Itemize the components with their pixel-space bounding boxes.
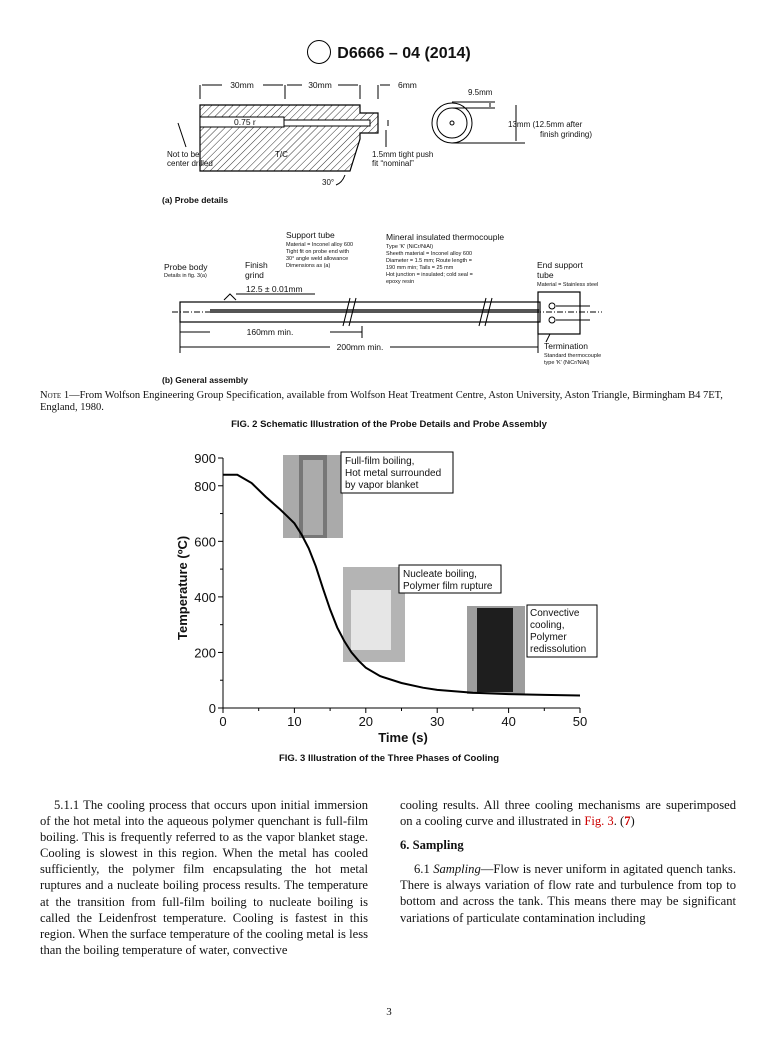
general-assembly-caption: (b) General assembly — [162, 375, 248, 385]
radius-label: 0.75 r — [234, 117, 256, 127]
x-tick-label: 10 — [287, 714, 302, 729]
annotation-convective-4: redissolution — [530, 644, 587, 655]
finish-label-1: Finish — [245, 260, 268, 270]
support-tube-line-4: Dimensions as (a) — [286, 263, 331, 269]
fig3-caption: FIG. 3 Illustration of the Three Phases of Cooling — [278, 753, 500, 764]
mineral-thermocouple-title: Mineral insulated thermocouple — [386, 232, 505, 242]
page-number: 3 — [386, 1006, 392, 1018]
push-fit-label-1: 1.5mm tight push — [372, 150, 434, 159]
y-tick-label: 800 — [194, 478, 216, 494]
section-6-heading: 6. Sampling — [400, 838, 464, 853]
y-tick-label: 200 — [194, 645, 216, 661]
paragraph-6-1-title: Sampling — [433, 862, 481, 877]
x-tick-label: 0 — [219, 714, 227, 729]
annotation-full-film-1: Full-film boiling, — [345, 456, 415, 467]
note-label: Note 1 — [40, 390, 70, 401]
probe-body-label: Probe body — [164, 262, 208, 272]
probe-body-details: Details in fig. 3(a) — [164, 273, 207, 279]
mineral-line-3: Diameter = 1.5 mm; Route length = — [386, 258, 472, 264]
paragraph-5-1-1: 5.1.1 The cooling process that occurs upon initial immersion of the hot metal into the aqueous polymer quenchant is full-film boiling. This is frequently referred to as the vapor blanket stage. Cooling is slowest in this region. When the metal has cooled sufficiently, the polymer film encapsulating the hot metal ruptures and a nucleate boiling process results. The temperature at the transition from full-film boiling to nucleate boiling is called the Leidenfrost temperature. Cooling is fastest in this region. When the surface temperature of the cooling metal is less than the boiling temperature of water, convective — [40, 798, 368, 957]
annotation-convective-2: cooling, — [530, 620, 565, 631]
document-header — [0, 42, 778, 66]
annotation-nucleate-2: Polymer film rupture — [403, 581, 493, 592]
not-center-label-1: Not to be — [167, 150, 200, 159]
annotation-full-film-3: by vapor blanket — [345, 480, 419, 491]
y-tick-label: 600 — [194, 534, 216, 550]
photo-full-film — [283, 455, 343, 538]
dim-6mm: 6mm — [398, 80, 417, 90]
angle-label: 30° — [322, 178, 335, 187]
mineral-line-2: Sheeth material = Inconel alloy 600 — [386, 251, 473, 257]
support-tube-title: Support tube — [286, 230, 335, 240]
probe-details-caption: (a) Probe details — [162, 195, 229, 205]
y-tick-label: 0 — [208, 701, 216, 716]
y-tick-label: 400 — [194, 589, 216, 605]
not-center-label-2: center drilled — [167, 159, 213, 168]
dim-13mm-2: finish grinding) — [540, 130, 593, 139]
dim-12-5mm: 12.5 ± 0.01mm — [246, 284, 303, 294]
end-support-label-2: tube — [537, 270, 554, 280]
paragraph-5-1-1-continued — [400, 797, 736, 829]
astm-logo-icon — [307, 40, 331, 64]
paragraph-6-1 — [400, 861, 736, 925]
annotation-convective-1: Convective — [530, 608, 580, 619]
mineral-line-1: Type 'K' (NiCr/NiAl) — [386, 244, 434, 250]
support-tube-line-2: Tight fit on probe end with — [286, 249, 350, 255]
ref-close: ) — [630, 814, 635, 829]
paragraph-5-1-1-tail: cooling results. All three cooling mechanisms are superimposed on a cooling curve and illustrated in — [400, 798, 736, 829]
general-assembly-diagram — [150, 228, 630, 388]
termination-line-1: Standard thermocouple — [544, 353, 602, 359]
dim-30mm-right: 30mm — [308, 80, 332, 90]
mineral-line-5: Hot junction = insulated; cold seal = — [386, 272, 473, 278]
support-tube-line-1: Material = Inconel alloy 600 — [286, 242, 354, 248]
dim-30mm-left: 30mm — [230, 80, 254, 90]
cooling-phases-chart — [165, 440, 625, 752]
paragraph-6-1-number: 6.1 — [414, 862, 430, 877]
dim-9-5mm: 9.5mm — [468, 88, 493, 97]
chart-x-axis-label: Time (s) — [378, 730, 428, 745]
support-tube-line-3: 30° angle weld allowance — [286, 256, 349, 262]
tc-label: T/C — [275, 150, 288, 159]
left-column — [40, 797, 368, 958]
annotation-full-film-2: Hot metal surrounded — [345, 468, 442, 479]
end-support-material: Material = Stainless steel — [537, 282, 599, 288]
push-fit-label-2: fit “nominal” — [372, 159, 414, 168]
termination-line-2: type 'K' (NiCr/NiAl) — [544, 360, 590, 366]
paragraph-6-1-text: —Flow is never uniform in agitated quench tanks. There is always variation of flow rate and turbulence from top to bottom and across the tank. This means there may be significant variations of particulate contamination including — [400, 862, 736, 925]
right-column — [400, 797, 736, 926]
probe-details-diagram — [150, 75, 630, 210]
photo-nucleate — [343, 567, 405, 662]
finish-label-2: grind — [245, 270, 264, 280]
photo-convective — [467, 606, 525, 694]
x-tick-label: 50 — [572, 714, 588, 729]
dim-160mm: 160mm min. — [246, 327, 294, 337]
termination-label: Termination — [544, 341, 588, 351]
dim-200mm: 200mm min. — [336, 342, 384, 352]
dim-13mm-1: 13mm (12.5mm after — [508, 120, 583, 129]
fig3-link[interactable]: Fig. 3 — [584, 814, 614, 829]
reference-7-link[interactable]: 7 — [624, 814, 631, 829]
standard-designation: D6666 – 04 (2014) — [337, 45, 471, 63]
y-tick-label: 900 — [194, 451, 216, 466]
chart-y-axis-label: Temperature (ºC) — [175, 535, 190, 640]
mineral-line-4: 190 mm min; Tails = 25 mm — [386, 265, 454, 271]
x-tick-label: 40 — [501, 714, 516, 729]
end-support-label-1: End support — [537, 260, 583, 270]
x-tick-label: 30 — [429, 714, 445, 729]
fig2-caption: FIG. 2 Schematic Illustration of the Probe Details and Probe Assembly — [231, 419, 547, 430]
note-text: —From Wolfson Engineering Group Specification, available from Wolfson Heat Treatment Centre, Aston University, Aston Triangle, Birmingham B4 7ET, England, 1980. — [40, 390, 723, 413]
x-tick-label: 20 — [358, 714, 374, 729]
annotation-convective-3: Polymer — [530, 632, 567, 643]
mineral-line-6: epoxy resin — [386, 279, 415, 285]
annotation-nucleate-1: Nucleate boiling, — [403, 569, 477, 580]
note-1 — [40, 390, 740, 414]
ref-open: . ( — [613, 814, 625, 829]
